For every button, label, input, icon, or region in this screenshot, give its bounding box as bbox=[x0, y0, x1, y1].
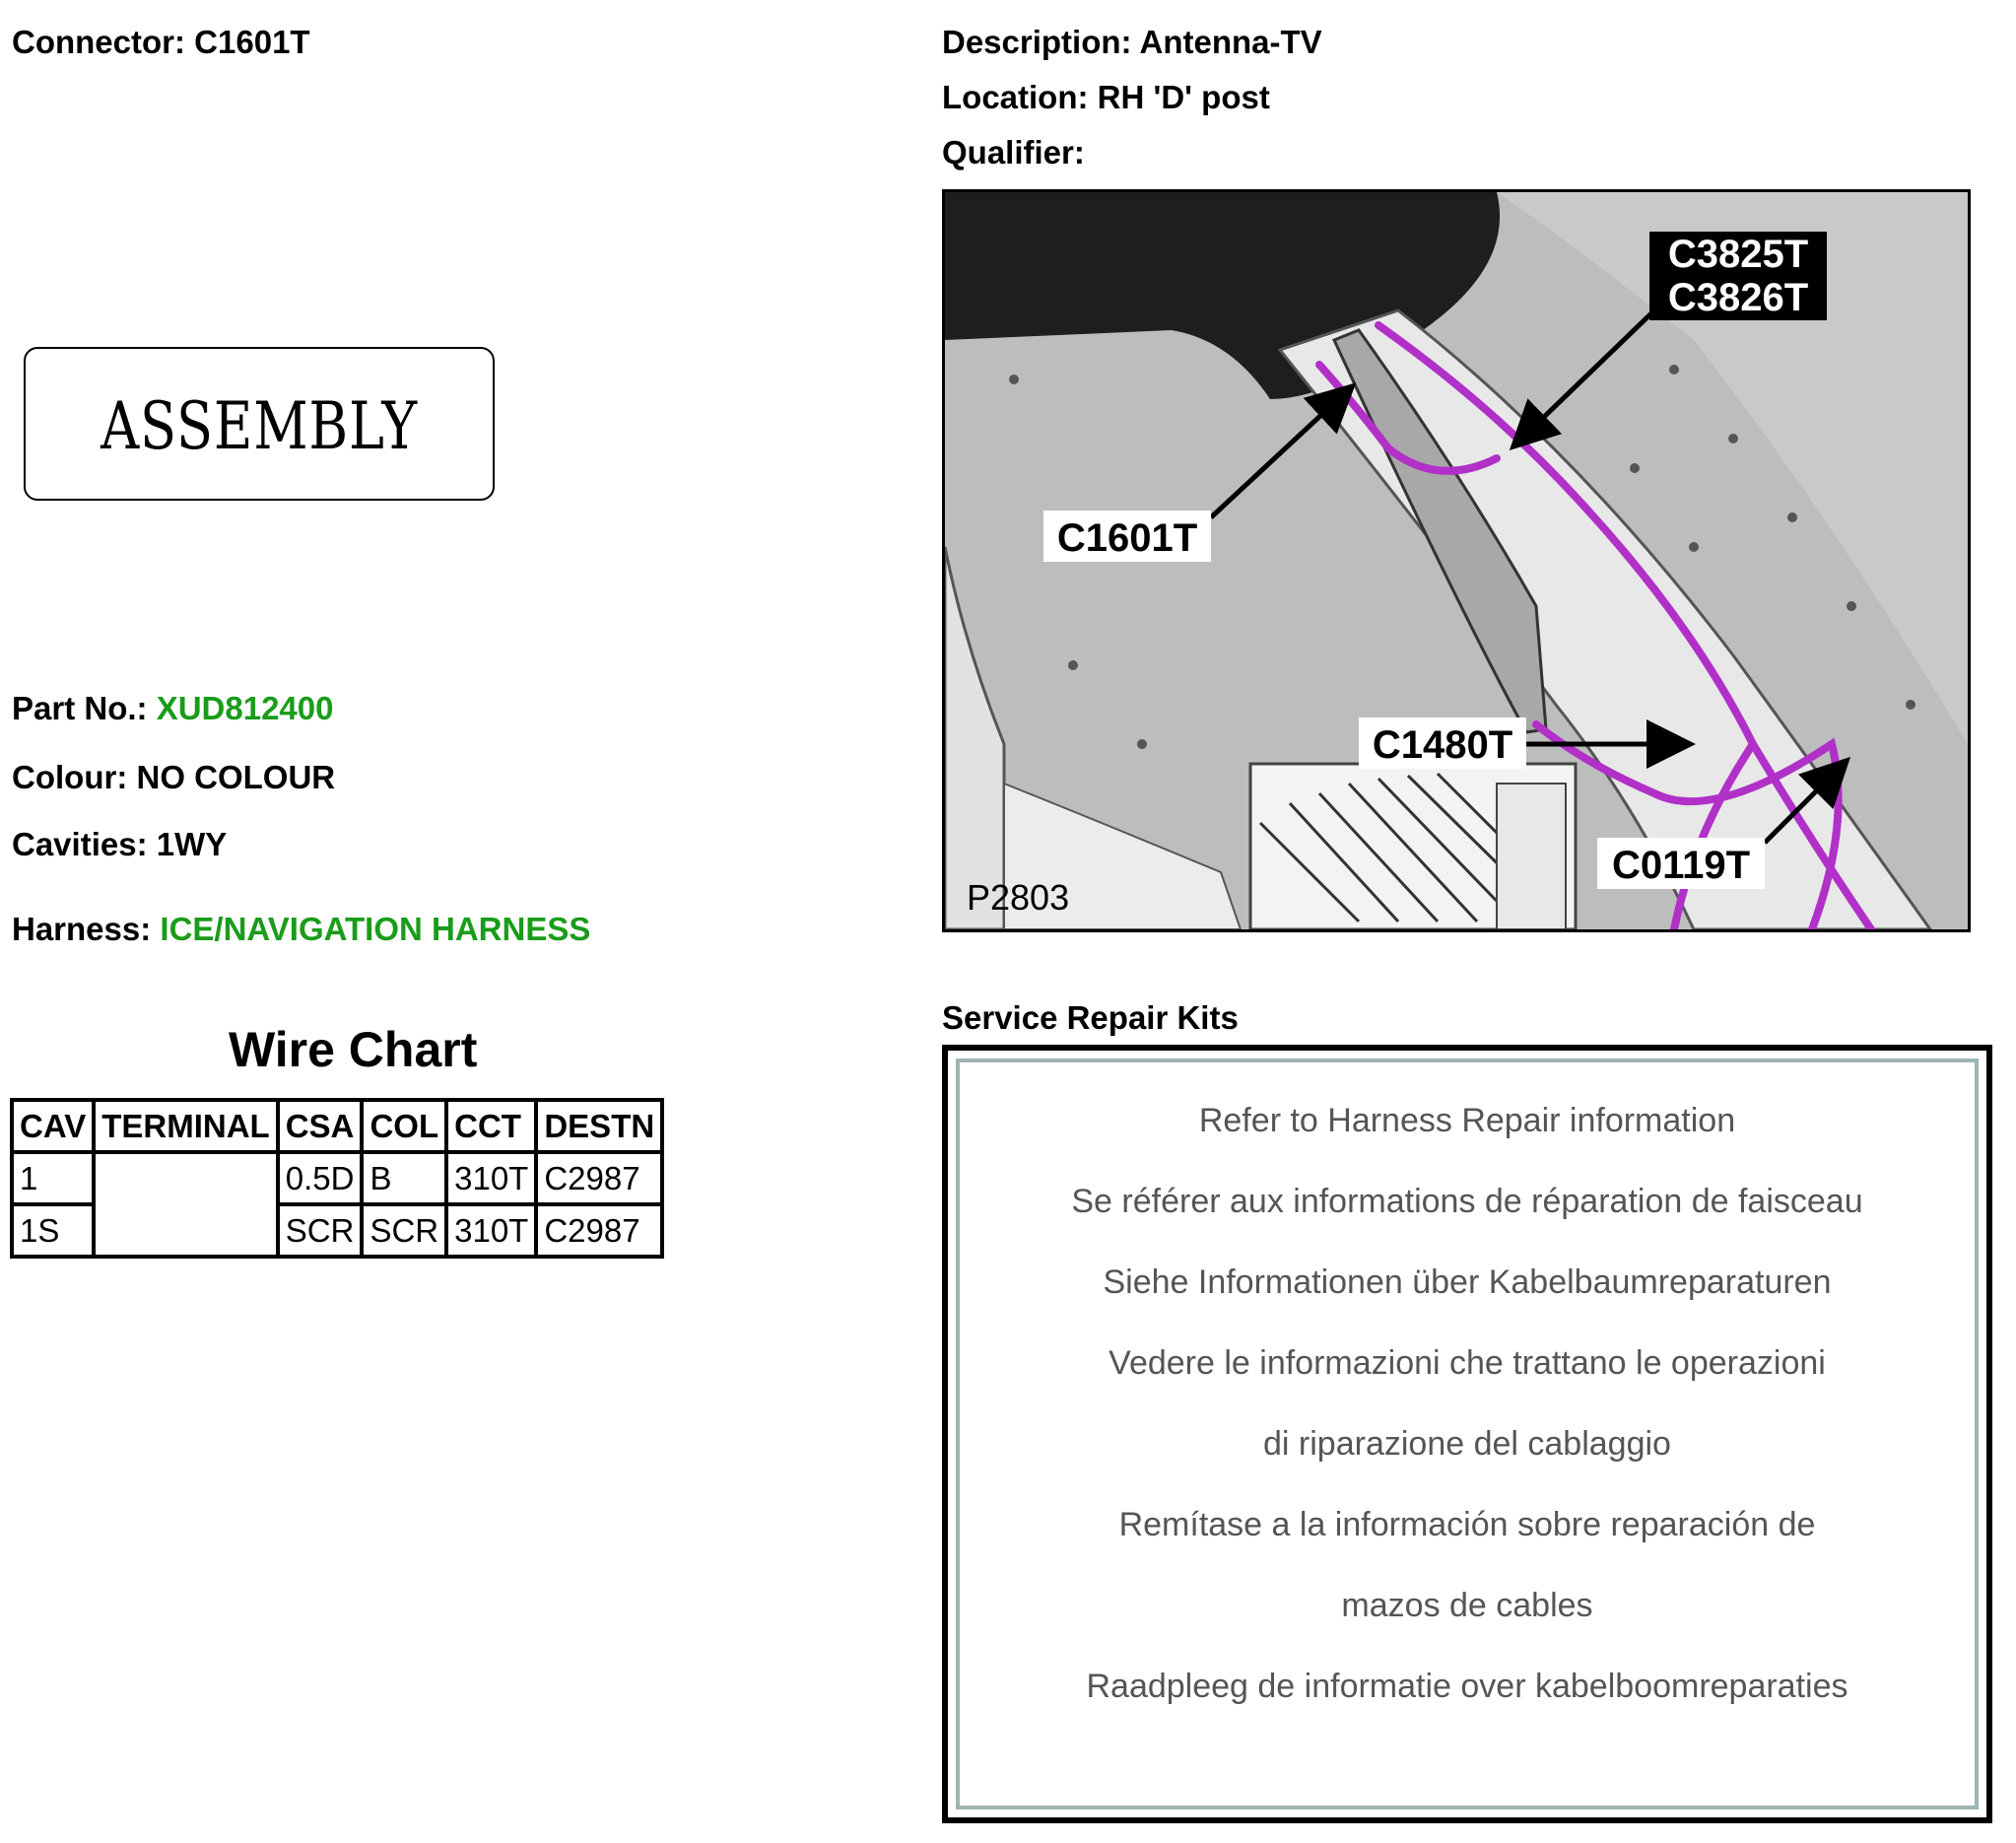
kit-line: Remítase a la información sobre reparación de bbox=[1118, 1506, 1816, 1543]
colour-label: Colour: bbox=[12, 759, 128, 795]
connector-field bbox=[12, 24, 310, 61]
cell-col: B bbox=[362, 1152, 446, 1204]
assembly-text: ASSEMBLY bbox=[101, 388, 418, 464]
kit-line: Se référer aux informations de réparation de faisceau bbox=[1071, 1183, 1863, 1220]
cell-destn: C2987 bbox=[536, 1152, 662, 1204]
wire-chart-title: Wire Chart bbox=[229, 1022, 478, 1077]
kit-line: Refer to Harness Repair information bbox=[1198, 1102, 1736, 1139]
wire-chart-table bbox=[10, 1098, 664, 1259]
description-value: Antenna-TV bbox=[1139, 24, 1322, 60]
cavities-value: 1WY bbox=[156, 826, 228, 862]
header-destn: DESTN bbox=[536, 1100, 662, 1152]
location-value: RH 'D' post bbox=[1097, 79, 1270, 115]
cell-col: SCR bbox=[362, 1204, 446, 1257]
location-diagram bbox=[942, 189, 1971, 932]
kit-line: Siehe Informationen über Kabelbaumreparaturen bbox=[1103, 1263, 1832, 1301]
cell-csa: 0.5D bbox=[278, 1152, 363, 1204]
assembly-box bbox=[24, 347, 495, 501]
figure-reference: P2803 bbox=[967, 877, 1070, 918]
callout-c3826t: C3826T bbox=[1667, 276, 1809, 319]
callout-c1601t: C1601T bbox=[1056, 516, 1198, 560]
colour-value: NO COLOUR bbox=[136, 759, 336, 795]
part-number-value: XUD812400 bbox=[156, 690, 334, 726]
header-cct: CCT bbox=[446, 1100, 536, 1152]
harness-field bbox=[12, 911, 590, 948]
harness-label: Harness: bbox=[12, 911, 152, 947]
kit-line: mazos de cables bbox=[1341, 1587, 1593, 1624]
location-label: Location: bbox=[942, 79, 1089, 115]
cell-cav: 1S bbox=[12, 1204, 94, 1257]
cavities-label: Cavities: bbox=[12, 826, 148, 862]
header-csa: CSA bbox=[278, 1100, 363, 1152]
cell-cct: 310T bbox=[446, 1204, 536, 1257]
qualifier-label: Qualifier: bbox=[942, 134, 1085, 171]
callout-c3825t: C3825T bbox=[1667, 233, 1809, 276]
kit-line: Vedere le informazioni che trattano le operazioni bbox=[1109, 1344, 1826, 1382]
header-cav: CAV bbox=[12, 1100, 94, 1152]
location-field bbox=[942, 79, 1270, 116]
description-label: Description: bbox=[942, 24, 1132, 60]
service-repair-kits-title: Service Repair Kits bbox=[942, 999, 1239, 1036]
colour-field bbox=[12, 759, 335, 796]
cell-cav: 1 bbox=[12, 1152, 94, 1204]
table-row bbox=[12, 1152, 662, 1204]
callout-c1480t: C1480T bbox=[1372, 723, 1513, 767]
callout-c0119t: C0119T bbox=[1611, 844, 1751, 887]
harness-value: ICE/NAVIGATION HARNESS bbox=[160, 911, 591, 947]
part-number-label: Part No.: bbox=[12, 690, 148, 726]
service-repair-kits-box bbox=[942, 1045, 1992, 1823]
cavities-field bbox=[12, 826, 227, 863]
header-terminal: TERMINAL bbox=[94, 1100, 277, 1152]
kit-line: di riparazione del cablaggio bbox=[1263, 1425, 1671, 1463]
vehicle-illustration bbox=[945, 192, 1968, 929]
cell-cct: 310T bbox=[446, 1152, 536, 1204]
description-field bbox=[942, 24, 1322, 61]
table-header-row bbox=[12, 1100, 662, 1152]
cell-csa: SCR bbox=[278, 1204, 363, 1257]
qualifier-field bbox=[942, 134, 1085, 171]
connector-value: C1601T bbox=[194, 24, 310, 60]
kit-line: Raadpleeg de informatie over kabelboomreparaties bbox=[1086, 1668, 1848, 1705]
service-repair-kits-inner bbox=[956, 1058, 1979, 1809]
amplifier-cover bbox=[1497, 784, 1566, 929]
connector-label: Connector: bbox=[12, 24, 185, 60]
part-number-field bbox=[12, 690, 333, 727]
cell-destn: C2987 bbox=[536, 1204, 662, 1257]
header-col: COL bbox=[362, 1100, 446, 1152]
cell-terminal bbox=[94, 1152, 277, 1257]
